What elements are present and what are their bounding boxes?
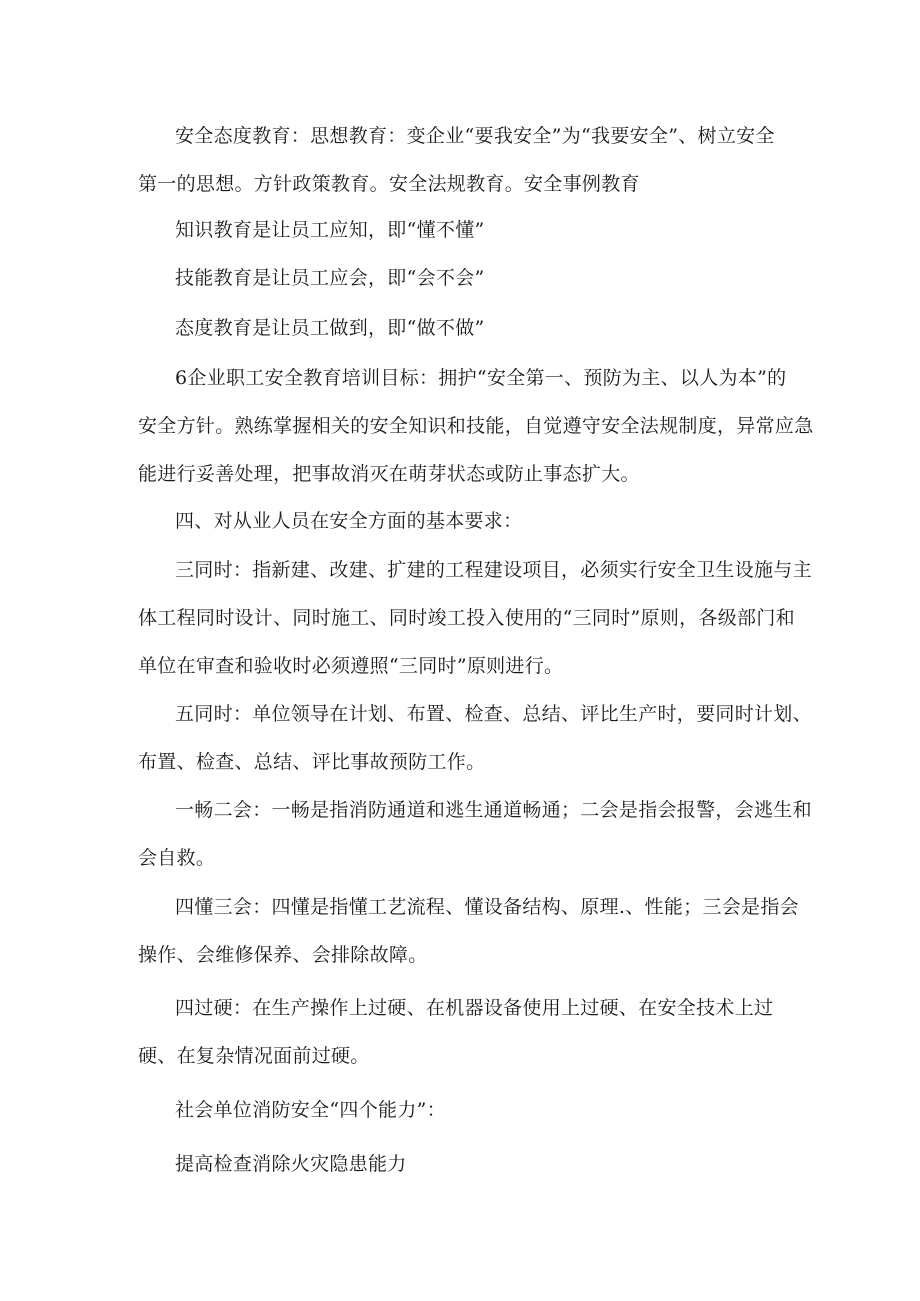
text-line: 单位在审查和验收时必须遵照“三同时”原则进行。 (138, 655, 564, 677)
paragraph-four-solid (138, 984, 788, 1080)
paragraph-four-know-three-able (138, 883, 799, 979)
paragraph-one-clear-two-able (138, 786, 812, 882)
text-line: 技能教育是让员工应会，即“会不会” (175, 267, 485, 289)
text-line: 安全态度教育：思想教育：变企业“要我安全”为“我要安全”、树立安全 (175, 125, 775, 147)
text-line: 硬、在复杂情况面前过硬。 (138, 1045, 370, 1067)
paragraph-training-goal (138, 354, 814, 498)
text-line: 体工程同时设计、同时施工、同时竣工投入使用的“三同时”原则，各级部门和 (138, 607, 795, 629)
text-line: 提高检查消除火灾隐患能力 (175, 1153, 407, 1175)
text-line: 三同时：指新建、改建、扩建的工程建设项目，必须实行安全卫生设施与主 (175, 559, 812, 581)
text-line: 社会单位消防安全“四个能力”： (175, 1099, 446, 1121)
text-line: 操作、会维修保养、会排除故障。 (138, 944, 428, 966)
text-line: 知识教育是让员工应知，即“懂不懂” (175, 219, 485, 241)
paragraph-attitude-education (138, 112, 788, 208)
text-line: 四过硬：在生产操作上过硬、在机器设备使用上过硬、在安全技术上过 (175, 997, 774, 1019)
text-line: 能进行妥善处理，把事故消灭在萌芽状态或防止事态扩大。 (138, 463, 640, 485)
paragraph-three-simultaneous (138, 546, 812, 690)
text-line: 布置、检查、总结、评比事故预防工作。 (138, 751, 486, 773)
paragraph-ability-one (138, 1140, 788, 1188)
text-line: 会自救。 (138, 847, 216, 869)
text-line: 四懂三会：四懂是指懂工艺流程、懂设备结构、原理.、性能；三会是指会 (175, 896, 799, 918)
text-line: 一畅二会：一畅是指消防通道和逃生通道畅通；二会是指会报警，会逃生和 (175, 799, 812, 821)
paragraph-knowledge-education (138, 206, 788, 254)
text-line: 安全方针。熟练掌握相关的安全知识和技能，自觉遵守安全法规制度，异常应急 (138, 415, 814, 437)
paragraph-four-abilities (138, 1086, 788, 1134)
text-line: 五同时：单位领导在计划、布置、检查、总结、评比生产时，要同时计划、 (175, 703, 812, 725)
paragraph-skill-education (138, 254, 788, 302)
paragraph-section-four (138, 497, 788, 545)
text-line: 第一的思想。方针政策教育。安全法规教育。安全事例教育 (138, 173, 640, 195)
paragraph-five-simultaneous (138, 690, 812, 786)
text-line: 态度教育是让员工做到，即“做不做” (175, 317, 485, 339)
paragraph-attitude-goal (138, 304, 788, 352)
text-line: 6企业职工安全教育培训目标：拥护“安全第一、预防为主、以人为本”的 (175, 367, 787, 389)
section-heading: 四、对从业人员在安全方面的基本要求： (175, 510, 523, 532)
